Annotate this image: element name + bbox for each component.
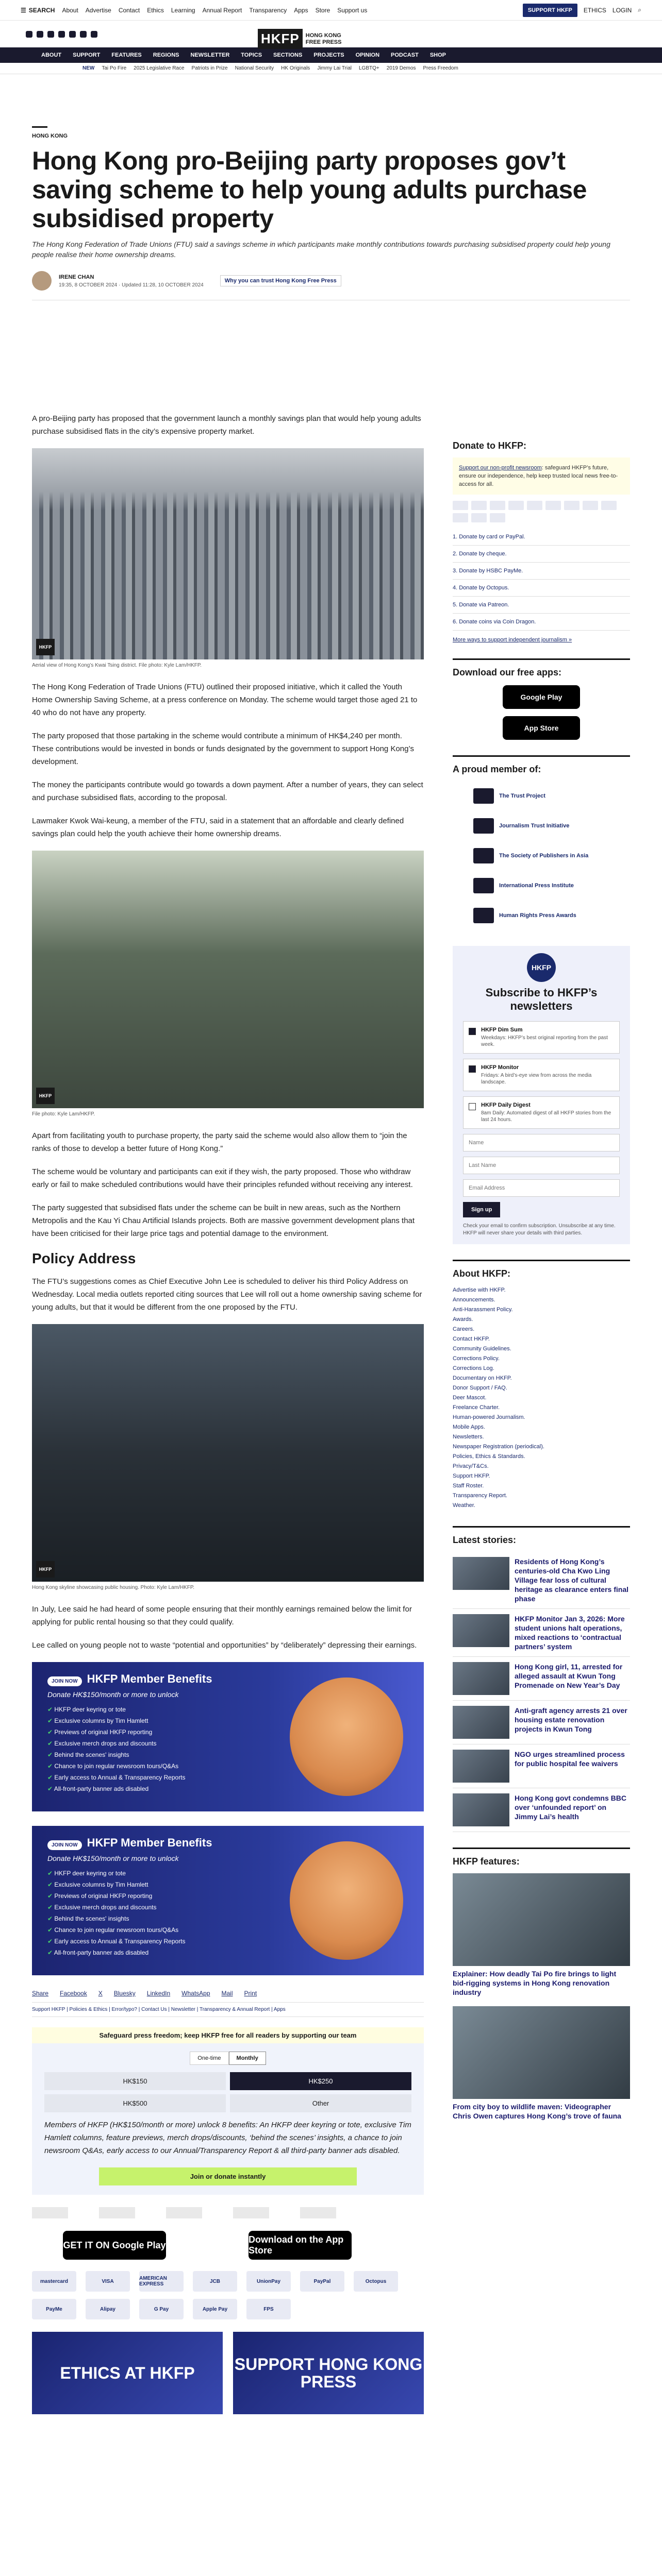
unionpay-icon bbox=[527, 501, 542, 510]
share-print[interactable]: Print bbox=[244, 1990, 257, 1997]
latest-story[interactable] bbox=[453, 1609, 630, 1657]
article-photo-bench bbox=[32, 851, 424, 1108]
about-link[interactable]: Donor Support / FAQ. bbox=[453, 1385, 507, 1391]
article-footer-links[interactable]: Support HKFP | Policies & Ethics | Error/typo? | Contact Us | Newsletter | Transparency & Annual Report | Apps bbox=[32, 2002, 424, 2017]
trust-project-icon bbox=[473, 788, 494, 804]
top-bar bbox=[0, 0, 662, 21]
benefit-item: ✔ Early access to Annual & Transparency Reports bbox=[47, 1772, 408, 1783]
donate-method[interactable]: 4. Donate by Octopus. bbox=[453, 580, 630, 597]
banner-title: HKFP Member Benefits bbox=[87, 1672, 212, 1685]
article-lede: The Hong Kong Federation of Trade Unions (FTU) said a savings scheme in which participants make monthly contributions towards purchasing subsidised property could help young people realise their home ownership dreams. bbox=[32, 240, 610, 259]
about-link[interactable]: Newsletters. bbox=[453, 1434, 484, 1440]
trending-item[interactable]: National Security bbox=[235, 65, 274, 71]
author-name[interactable]: IRENE CHAN bbox=[59, 274, 94, 280]
donate-note: Members of HKFP (HK$150/month or more) unlock 8 benefits: An HKFP deer keyring or tote, exclusive Tim Hamlett columns, feature previews, merch drops/discounts, ‘behind the scenes’ insights, a chance to join newsroom Q&As, early access to our Annual/Transparency Report & all third-party banner ads disabled. bbox=[44, 2121, 411, 2155]
share-facebook[interactable]: Facebook bbox=[60, 1990, 87, 1997]
about-link[interactable]: Transparency Report. bbox=[453, 1493, 507, 1499]
payment-logo: PayPal bbox=[300, 2271, 344, 2292]
article-photo-aerial bbox=[32, 448, 424, 659]
amount-option[interactable]: Other bbox=[230, 2094, 411, 2112]
proud-item[interactable]: The Trust Project bbox=[453, 781, 630, 811]
mastercard-icon bbox=[453, 501, 468, 510]
latest-story[interactable] bbox=[453, 1657, 630, 1701]
trending-new-label: NEW bbox=[82, 65, 95, 71]
paragraph: The Hong Kong Federation of Trade Unions (FTU) outlined their proposed initiative, which it called the Youth Home Ownership Saving Scheme, at a press conference on Monday. The scheme would target those aged 21 to 40 who do not have any property. bbox=[32, 683, 418, 717]
photo-caption: Aerial view of Hong Kong’s Kwai Tsing district. File photo: Kyle Lam/HKFP. bbox=[32, 663, 202, 668]
nav-about[interactable]: ABOUT bbox=[41, 52, 62, 58]
benefit-item: ✔ Chance to join regular newsroom tours/Q&As bbox=[47, 1760, 408, 1772]
trending-item[interactable]: HK Originals bbox=[281, 65, 310, 71]
benefit-item: ✔ All-front-party banner ads disabled bbox=[47, 1783, 408, 1794]
features-section bbox=[453, 1848, 630, 2121]
about-heading: About HKFP: bbox=[453, 1268, 510, 1279]
benefit-item: ✔ Behind the scenes' insights bbox=[47, 1749, 408, 1760]
payment-logo: JCB bbox=[193, 2271, 237, 2292]
jti-logo[interactable] bbox=[99, 2207, 135, 2218]
article-headline: Hong Kong pro-Beijing party proposes gov’t saving scheme to help young adults purchase subsidised property bbox=[32, 146, 587, 233]
signup-button[interactable]: Sign up bbox=[463, 1202, 500, 1217]
benefit-item: ✔ HKFP deer keyring or tote bbox=[47, 1704, 408, 1715]
payment-logo: UnionPay bbox=[246, 2271, 291, 2292]
share-mail[interactable]: Mail bbox=[221, 1990, 233, 1997]
join-now-pill[interactable]: JOIN NOW bbox=[47, 1840, 82, 1850]
app-store-button[interactable]: Download on the App Store bbox=[249, 2231, 352, 2260]
about-link[interactable]: Careers. bbox=[453, 1326, 475, 1332]
nav-shop[interactable]: SHOP bbox=[429, 52, 446, 58]
join-now-pill[interactable]: JOIN NOW bbox=[47, 1676, 82, 1686]
checkbox[interactable] bbox=[469, 1028, 476, 1035]
amount-option[interactable]: HK$150 bbox=[44, 2072, 226, 2090]
nav-regions[interactable]: REGIONS bbox=[153, 52, 179, 58]
payment-logo: AMERICAN EXPRESS bbox=[139, 2271, 184, 2292]
confirm-note: Check your email to confirm subscription. Unsubscribe at any time. HKFP will never share your details with third parties. bbox=[463, 1223, 616, 1236]
apps-heading: Download our free apps: bbox=[453, 667, 562, 677]
visa-icon bbox=[471, 501, 487, 510]
top-link-transparency[interactable]: Transparency bbox=[249, 6, 287, 14]
proud-item[interactable]: Journalism Trust Initiative bbox=[453, 811, 630, 841]
newsletter-option[interactable]: HKFP Monitor Fridays: A bird’s-eye view from across the media landscape. bbox=[463, 1059, 620, 1091]
apps-section bbox=[453, 658, 630, 740]
benefit-item: ✔ Behind the scenes' insights bbox=[47, 1913, 408, 1924]
article-body bbox=[32, 412, 424, 2414]
top-link-ethics[interactable]: Ethics bbox=[147, 6, 164, 14]
latest-story[interactable] bbox=[453, 1744, 630, 1788]
nav-topics[interactable]: TOPICS bbox=[241, 52, 262, 58]
feature-image bbox=[453, 2006, 630, 2099]
payment-logos bbox=[32, 2271, 424, 2319]
newsletter-box bbox=[453, 946, 630, 1244]
donate-header: Safeguard press freedom; keep HKFP free for all readers by supporting our team bbox=[32, 2027, 424, 2043]
newsletter-option[interactable]: HKFP Daily Digest 8am Daily: Automated digest of all HKFP stories from the last 24 hours. bbox=[463, 1096, 620, 1129]
photo-caption: File photo: Kyle Lam/HKFP. bbox=[32, 1111, 95, 1117]
why-trust-link[interactable]: Why you can trust Hong Kong Free Press bbox=[220, 275, 341, 286]
freq-one-time[interactable]: One-time bbox=[190, 2052, 228, 2065]
trending-item[interactable]: LGBTQ+ bbox=[359, 65, 379, 71]
nav-newsletter[interactable]: NEWSLETTER bbox=[190, 52, 230, 58]
ethics-promo[interactable]: ETHICS AT HKFP bbox=[32, 2332, 223, 2414]
member-badges bbox=[32, 2207, 424, 2218]
story-title: Hong Kong govt condemns BBC over ‘unfounded report’ on Jimmy Lai’s health bbox=[515, 1794, 626, 1821]
search-menu-button[interactable]: ☰ SEARCH bbox=[21, 6, 55, 14]
benefit-item: ✔ Exclusive merch drops and discounts bbox=[47, 1738, 408, 1749]
sopa-icon bbox=[473, 848, 494, 863]
payment-logo: FPS bbox=[246, 2299, 291, 2319]
about-link[interactable]: Announcements. bbox=[453, 1297, 495, 1303]
story-thumbnail bbox=[453, 1614, 509, 1647]
donate-method[interactable]: 6. Donate coins via Coin Dragon. bbox=[453, 614, 630, 631]
about-link[interactable]: Community Guidelines. bbox=[453, 1346, 511, 1352]
about-link[interactable]: Corrections Policy. bbox=[453, 1355, 500, 1362]
ethics-link[interactable]: ETHICS bbox=[583, 6, 606, 14]
hrpa-logo[interactable] bbox=[300, 2207, 336, 2218]
sidebar-payment-logos bbox=[453, 501, 630, 522]
about-link[interactable]: Human-powered Journalism. bbox=[453, 1414, 525, 1420]
facebook-icon[interactable] bbox=[26, 31, 32, 38]
paragraph: The FTU’s suggestions comes as Chief Executive John Lee is scheduled to deliver his third Policy Address on Wednesday. Local media outlets reported citing sources that Lee will roll out a home ownership saving scheme for young adults, but that it would be different from the one proposed by the FTU. bbox=[32, 1277, 422, 1312]
jti-icon bbox=[473, 818, 494, 834]
about-link[interactable]: Awards. bbox=[453, 1316, 473, 1323]
nav-podcast[interactable]: PODCAST bbox=[391, 52, 419, 58]
payment-logo: Apple Pay bbox=[193, 2299, 237, 2319]
story-title: NGO urges streamlined process for public hospital fee waivers bbox=[515, 1750, 625, 1768]
proud-heading: A proud member of: bbox=[453, 764, 541, 774]
paragraph: The party proposed that those partaking in the scheme would contribute a minimum of HK$4,240 per month. These contributions would be invested in bonds or funds designated by the government to support Hong Kong’s development. bbox=[32, 732, 415, 766]
last-name-field[interactable]: Last Name bbox=[463, 1157, 620, 1174]
about-link[interactable]: Staff Roster. bbox=[453, 1483, 484, 1489]
latest-list bbox=[453, 1552, 630, 1832]
hamburger-icon: ☰ bbox=[21, 6, 26, 14]
share-bluesky[interactable]: Bluesky bbox=[113, 1990, 136, 1997]
hkfp-logo[interactable]: HKFP HONG KONG FREE PRESS bbox=[258, 29, 342, 49]
nav-projects[interactable]: PROJECTS bbox=[313, 52, 344, 58]
youtube-icon[interactable] bbox=[69, 31, 76, 38]
paragraph: Lee called on young people not to waste “potential and opportunities” by “deliberately” depressing their earnings. bbox=[32, 1641, 417, 1650]
sopa-logo[interactable] bbox=[166, 2207, 202, 2218]
about-link[interactable]: Policies, Ethics & Standards. bbox=[453, 1453, 525, 1460]
join-donate-button[interactable]: Join or donate instantly bbox=[99, 2167, 357, 2185]
paragraph: The party suggested that subsidised flats under the scheme can be built in new areas, such as the Northern Metropolis and the Kau Yi Chau Artificial Islands projects. Both are massive government development plans that have been criticised for their large price tags and potential damage to the environment. bbox=[32, 1204, 415, 1238]
sidebar bbox=[453, 440, 630, 2130]
nav-features[interactable]: FEATURES bbox=[111, 52, 142, 58]
more-ways-link[interactable]: More ways to support independent journalism » bbox=[453, 637, 572, 643]
top-link-contact[interactable]: Contact bbox=[118, 6, 140, 14]
top-link-about[interactable]: About bbox=[62, 6, 78, 14]
octopus-icon bbox=[564, 501, 580, 510]
payment-logo: G Pay bbox=[139, 2299, 184, 2319]
benefit-item: ✔ Exclusive merch drops and discounts bbox=[47, 1902, 408, 1913]
benefit-item: ✔ Exclusive columns by Tim Hamlett bbox=[47, 1879, 408, 1890]
ipi-logo[interactable] bbox=[233, 2207, 269, 2218]
byline bbox=[32, 271, 630, 300]
first-name-field[interactable]: Name bbox=[463, 1134, 620, 1151]
share-label: Share bbox=[32, 1990, 49, 1997]
nav-sections[interactable]: SECTIONS bbox=[273, 52, 303, 58]
section-subhead: Policy Address bbox=[32, 1250, 136, 1266]
trending-item[interactable]: Patriots in Prize bbox=[191, 65, 228, 71]
story-title: Residents of Hong Kong’s centuries-old Cha Kwo Ling Village fear loss of cultural heritage as clearance enters final phase bbox=[515, 1557, 628, 1603]
deer-mascot-icon bbox=[290, 1677, 403, 1796]
banner-title: HKFP Member Benefits bbox=[87, 1836, 212, 1849]
amount-option[interactable]: HK$500 bbox=[44, 2094, 226, 2112]
about-link[interactable]: Weather. bbox=[453, 1502, 475, 1509]
trending-item[interactable]: Tai Po Fire bbox=[102, 65, 127, 71]
applepay-icon bbox=[471, 513, 487, 522]
latest-heading: Latest stories: bbox=[453, 1535, 517, 1545]
about-link[interactable]: Contact HKFP. bbox=[453, 1336, 490, 1342]
banner-subtitle: Donate HK$150/month or more to unlock bbox=[47, 1690, 179, 1699]
freq-monthly[interactable]: Monthly bbox=[229, 2052, 266, 2065]
newsletter-title: Subscribe to HKFP’s newsletters bbox=[485, 986, 598, 1012]
about-link[interactable]: Support HKFP. bbox=[453, 1473, 490, 1479]
trending-item[interactable]: 2025 Legislative Race bbox=[134, 65, 185, 71]
paragraph: Apart from facilitating youth to purchase property, the party said the scheme would also allow them to “join the ranks of those to develop a better future of Hong Kong.” bbox=[32, 1131, 407, 1153]
features-heading: HKFP features: bbox=[453, 1856, 520, 1867]
story-thumbnail bbox=[453, 1750, 509, 1783]
paragraph: A pro-Beijing party has proposed that the government launch a monthly savings plan that would help young adults purchase subsidised flats in the city’s expensive property market. bbox=[32, 414, 421, 436]
about-link[interactable]: Advertise with HKFP. bbox=[453, 1287, 506, 1293]
feature-image bbox=[453, 1873, 630, 1966]
article-photo-skyline bbox=[32, 1324, 424, 1582]
benefit-item: ✔ Early access to Annual & Transparency Reports bbox=[47, 1936, 408, 1947]
jcb-icon bbox=[508, 501, 524, 510]
about-link[interactable]: Freelance Charter. bbox=[453, 1404, 500, 1411]
banner-subtitle: Donate HK$150/month or more to unlock bbox=[47, 1854, 179, 1862]
about-section bbox=[453, 1260, 630, 1511]
story-thumbnail bbox=[453, 1793, 509, 1826]
latest-section bbox=[453, 1526, 630, 1832]
bluesky-icon[interactable] bbox=[80, 31, 87, 38]
about-list bbox=[453, 1285, 630, 1511]
benefit-item: ✔ Exclusive columns by Tim Hamlett bbox=[47, 1715, 408, 1726]
sidebar-google-play[interactable]: Google Play bbox=[503, 685, 580, 709]
about-link[interactable]: Corrections Log. bbox=[453, 1365, 494, 1371]
story-thumbnail bbox=[453, 1706, 509, 1739]
share-bar bbox=[32, 1990, 424, 1997]
feature-item[interactable]: Explainer: How deadly Tai Po fire brings to light bid-rigging systems in Hong Kong renovation industry bbox=[453, 1873, 630, 1997]
member-benefits-banner[interactable] bbox=[32, 1826, 424, 1975]
amount-option[interactable]: HK$250 bbox=[230, 2072, 411, 2090]
nav-support[interactable]: SUPPORT bbox=[73, 52, 101, 58]
non-profit-link[interactable]: Support our non-profit newsroom bbox=[459, 465, 542, 471]
about-link[interactable]: Mobile Apps. bbox=[453, 1424, 485, 1430]
donate-methods bbox=[453, 529, 630, 631]
benefit-item: ✔ All-front-party banner ads disabled bbox=[47, 1947, 408, 1958]
paragraph: Lawmaker Kwok Wai-keung, a member of the FTU, said in a statement that an affordable and clearly defined savings plan could help the youth achieve their home ownership dreams. bbox=[32, 817, 404, 838]
paragraph: In July, Lee said he had heard of some people ensuring that their monthly earnings remained below the limit for applying for public rental housing so that they could qualify. bbox=[32, 1605, 412, 1626]
gpay-icon bbox=[453, 513, 468, 522]
top-link-advertise[interactable]: Advertise bbox=[85, 6, 111, 14]
hrpa-icon bbox=[473, 908, 494, 923]
top-link-support[interactable]: Support us bbox=[337, 6, 368, 14]
proud-item[interactable]: The Society of Publishers in Asia bbox=[453, 841, 630, 871]
store-buttons bbox=[32, 2231, 424, 2260]
proud-item[interactable]: Human Rights Press Awards bbox=[453, 901, 630, 930]
newsletter-option[interactable]: HKFP Dim Sum Weekdays: HKFP’s best original reporting from the past week. bbox=[463, 1021, 620, 1054]
ipi-icon bbox=[473, 878, 494, 893]
x-icon[interactable] bbox=[37, 31, 43, 38]
donate-box: Support our non-profit newsroom: safeguard HKFP’s future, ensure our independence, help keep trusted local news free-to-access for all. bbox=[453, 457, 630, 495]
about-link[interactable]: Documentary on HKFP. bbox=[453, 1375, 512, 1381]
fps-icon bbox=[490, 513, 505, 522]
payment-logo: mastercard bbox=[32, 2271, 76, 2292]
instagram-icon[interactable] bbox=[47, 31, 54, 38]
main-nav bbox=[0, 47, 662, 63]
about-link[interactable]: Newspaper Registration (periodical). bbox=[453, 1444, 544, 1450]
checkbox[interactable] bbox=[469, 1065, 476, 1073]
paragraph: The money the participants contribute would go towards a down payment. After a number of years, they can select and purchase subsidised flats, according to the proposal. bbox=[32, 781, 423, 802]
deer-mascot-icon bbox=[290, 1841, 403, 1960]
payment-logo: Alipay bbox=[86, 2299, 130, 2319]
author-avatar bbox=[32, 271, 52, 291]
support-promo[interactable]: SUPPORT HONG KONG PRESS bbox=[233, 2332, 424, 2414]
top-link-annual-report[interactable]: Annual Report bbox=[202, 6, 242, 14]
share-whatsapp[interactable]: WhatsApp bbox=[181, 1990, 210, 1997]
donate-method[interactable]: 3. Donate by HSBC PayMe. bbox=[453, 563, 630, 580]
latest-story[interactable] bbox=[453, 1788, 630, 1832]
publish-date: 19:35, 8 OCTOBER 2024 · Updated 11:28, 10 OCTOBER 2024 bbox=[59, 282, 204, 288]
story-thumbnail bbox=[453, 1557, 509, 1590]
top-link-apps[interactable]: Apps bbox=[294, 6, 308, 14]
alipay-icon bbox=[601, 501, 617, 510]
nav-opinion[interactable]: OPINION bbox=[355, 52, 380, 58]
proud-member-section bbox=[453, 755, 630, 930]
google-play-button[interactable]: GET IT ON Google Play bbox=[63, 2231, 166, 2260]
checkbox[interactable] bbox=[469, 1103, 476, 1110]
email-field[interactable]: Email Address bbox=[463, 1179, 620, 1197]
donate-method[interactable]: 2. Donate by cheque. bbox=[453, 546, 630, 563]
benefit-item: ✔ Previews of original HKFP reporting bbox=[47, 1726, 408, 1738]
article-header bbox=[32, 126, 630, 300]
donate-method[interactable]: 1. Donate by card or PayPal. bbox=[453, 529, 630, 546]
top-link-store[interactable]: Store bbox=[315, 6, 330, 14]
support-hkfp-button[interactable]: SUPPORT HKFP bbox=[523, 4, 577, 17]
threads-icon[interactable] bbox=[58, 31, 65, 38]
latest-story[interactable] bbox=[453, 1552, 630, 1609]
trending-item[interactable]: Jimmy Lai Trial bbox=[317, 65, 352, 71]
about-link[interactable]: Deer Mascot. bbox=[453, 1395, 487, 1401]
rss-icon[interactable] bbox=[91, 31, 97, 38]
amex-icon bbox=[490, 501, 505, 510]
top-link-learning[interactable]: Learning bbox=[171, 6, 195, 14]
about-link[interactable]: Anti-Harassment Policy. bbox=[453, 1307, 513, 1313]
frequency-toggle bbox=[44, 2052, 411, 2065]
article-kicker[interactable]: HONG KONG bbox=[32, 133, 68, 139]
newsletter-logo: HKFP bbox=[527, 953, 556, 982]
donate-method[interactable]: 5. Donate via Patreon. bbox=[453, 597, 630, 614]
hkfp-watermark: HKFP bbox=[36, 1561, 55, 1578]
trending-item[interactable]: Press Freedom bbox=[423, 65, 458, 71]
proud-item[interactable]: International Press Institute bbox=[453, 871, 630, 901]
payment-logo: VISA bbox=[86, 2271, 130, 2292]
login-link[interactable]: LOGIN bbox=[612, 6, 632, 14]
photo-caption: Hong Kong skyline showcasing public housing. Photo: Kyle Lam/HKFP. bbox=[32, 1585, 194, 1590]
benefit-item: ✔ HKFP deer keyring or tote bbox=[47, 1868, 408, 1879]
hkfp-watermark: HKFP bbox=[36, 1088, 55, 1104]
donate-widget bbox=[32, 2027, 424, 2195]
story-title: Hong Kong girl, 11, arrested for alleged assault at Kwun Tong Promenade on New Year’s Day bbox=[515, 1663, 623, 1689]
social-icons bbox=[26, 31, 97, 38]
amount-options bbox=[44, 2072, 411, 2112]
trust-project-logo[interactable] bbox=[32, 2207, 68, 2218]
trending-bar bbox=[0, 63, 662, 74]
paragraph: The scheme would be voluntary and participants can exit if they wish, the party proposed. Those who withdraw early or fail to make scheduled contributions would have their principles refunded without receiving any interest. bbox=[32, 1167, 413, 1189]
share-linkedin[interactable]: LinkedIn bbox=[146, 1990, 171, 1997]
payment-logo: PayMe bbox=[32, 2299, 76, 2319]
paypal-icon bbox=[545, 501, 561, 510]
donate-heading: Donate to HKFP: bbox=[453, 440, 526, 451]
proud-list bbox=[453, 781, 630, 930]
trending-item[interactable]: 2019 Demos bbox=[386, 65, 416, 71]
hkfp-watermark: HKFP bbox=[36, 639, 55, 655]
promo-tiles bbox=[32, 2332, 424, 2414]
payment-logo: Octopus bbox=[354, 2271, 398, 2292]
sidebar-app-store[interactable]: App Store bbox=[503, 716, 580, 740]
latest-story[interactable] bbox=[453, 1701, 630, 1744]
benefit-item: ✔ Previews of original HKFP reporting bbox=[47, 1890, 408, 1902]
payme-icon bbox=[583, 501, 598, 510]
story-title: Anti-graft agency arrests 21 over housing estate renovation projects in Kwun Tong bbox=[515, 1706, 627, 1733]
about-link[interactable]: Privacy/T&Cs. bbox=[453, 1463, 489, 1469]
kicker-rule bbox=[32, 126, 47, 128]
benefit-item: ✔ Chance to join regular newsroom tours/Q&As bbox=[47, 1924, 408, 1936]
story-title: HKFP Monitor Jan 3, 2026: More student unions halt operations, mixed reactions to ‘contractual partners’ system bbox=[515, 1615, 625, 1651]
feature-item[interactable]: From city boy to wildlife maven: Videographer Chris Owen captures Hong Kong’s trove of fauna bbox=[453, 2006, 630, 2121]
member-benefits-banner[interactable] bbox=[32, 1662, 424, 1811]
search-icon[interactable]: ⌕ bbox=[638, 6, 641, 13]
story-thumbnail bbox=[453, 1662, 509, 1695]
share-x[interactable]: X bbox=[98, 1990, 103, 1997]
